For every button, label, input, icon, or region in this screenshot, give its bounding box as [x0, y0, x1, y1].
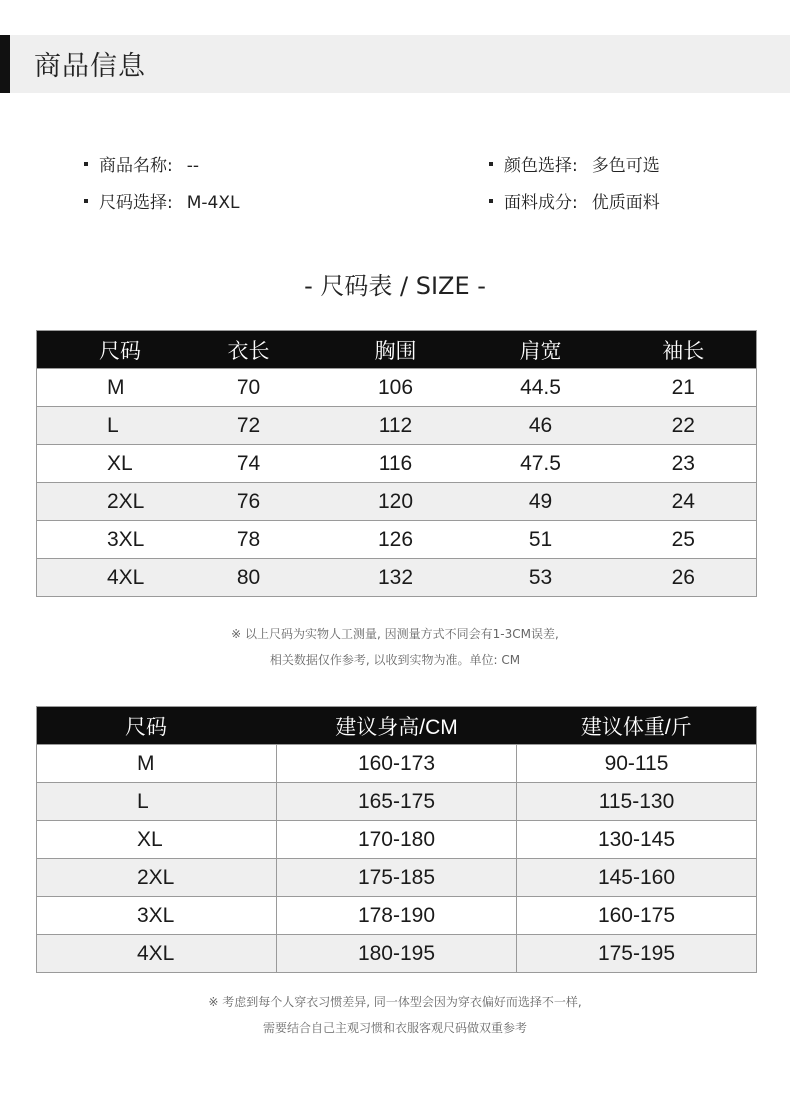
table-row — [37, 483, 757, 521]
table-cell: 74 — [177, 445, 321, 483]
fit-chart-note — [0, 989, 790, 1041]
column-header: 建议身高/CM — [277, 707, 517, 745]
table-cell: 116 — [321, 445, 471, 483]
table-cell: XL — [37, 445, 177, 483]
page-title: 商品信息 — [34, 51, 146, 82]
info-value: M-4XL — [186, 193, 240, 213]
table-header-row — [37, 331, 757, 369]
table-header-row — [37, 707, 757, 745]
table-cell: L — [37, 407, 177, 445]
info-fabric — [489, 188, 660, 213]
table-cell: 2XL — [37, 859, 277, 897]
table-cell: 49 — [471, 483, 611, 521]
table-cell: 4XL — [37, 559, 177, 597]
table-cell: 160-173 — [277, 745, 517, 783]
table-cell: 180-195 — [277, 935, 517, 973]
column-header: 袖长 — [611, 331, 757, 369]
bullet-icon — [489, 162, 493, 166]
info-value: 优质面料 — [591, 193, 660, 213]
table-row — [37, 445, 757, 483]
column-header: 胸围 — [321, 331, 471, 369]
info-color-choice — [489, 151, 660, 176]
table-cell: 175-195 — [517, 935, 757, 973]
table-cell: 70 — [177, 369, 321, 407]
table-row — [37, 859, 757, 897]
table-cell: 145-160 — [517, 859, 757, 897]
table-cell: 120 — [321, 483, 471, 521]
table-cell: 126 — [321, 521, 471, 559]
column-header: 衣长 — [177, 331, 321, 369]
table-cell: 76 — [177, 483, 321, 521]
table-cell: 51 — [471, 521, 611, 559]
info-label: 尺码选择: — [99, 193, 173, 213]
info-product-name — [84, 151, 199, 176]
info-label: 颜色选择: — [504, 156, 578, 176]
table-cell: 78 — [177, 521, 321, 559]
table-cell: 170-180 — [277, 821, 517, 859]
column-header: 肩宽 — [471, 331, 611, 369]
table-cell: 130-145 — [517, 821, 757, 859]
bullet-icon — [489, 199, 493, 203]
table-row — [37, 745, 757, 783]
table-cell: 3XL — [37, 521, 177, 559]
table-cell: 80 — [177, 559, 321, 597]
note-line: ※ 以上尺码为实物人工测量, 因测量方式不同会有1-3CM误差, — [231, 627, 559, 641]
table-cell: M — [37, 369, 177, 407]
table-cell: 160-175 — [517, 897, 757, 935]
table-cell: 178-190 — [277, 897, 517, 935]
table-cell: XL — [37, 821, 277, 859]
table-cell: 46 — [471, 407, 611, 445]
table-cell: 4XL — [37, 935, 277, 973]
table-row — [37, 559, 757, 597]
header-accent — [0, 35, 10, 93]
table-cell: 3XL — [37, 897, 277, 935]
table-row — [37, 821, 757, 859]
table-cell: 90-115 — [517, 745, 757, 783]
table-cell: 47.5 — [471, 445, 611, 483]
table-cell: 25 — [611, 521, 757, 559]
table-cell: 132 — [321, 559, 471, 597]
info-label: 商品名称: — [99, 156, 173, 176]
size-table — [36, 330, 757, 597]
note-line: ※ 考虑到每个人穿衣习惯差异, 同一体型会因为穿衣偏好而选择不一样, — [208, 995, 582, 1009]
column-header: 尺码 — [37, 707, 277, 745]
table-cell: 175-185 — [277, 859, 517, 897]
table-row — [37, 783, 757, 821]
table-cell: 26 — [611, 559, 757, 597]
info-size-choice — [84, 188, 239, 213]
table-row — [37, 369, 757, 407]
table-cell: 53 — [471, 559, 611, 597]
table-cell: 44.5 — [471, 369, 611, 407]
table-cell: 22 — [611, 407, 757, 445]
info-label: 面料成分: — [504, 193, 578, 213]
table-cell: 106 — [321, 369, 471, 407]
info-value: 多色可选 — [591, 156, 660, 176]
table-cell: M — [37, 745, 277, 783]
table-row — [37, 521, 757, 559]
table-row — [37, 897, 757, 935]
table-row — [37, 407, 757, 445]
table-cell: 2XL — [37, 483, 177, 521]
info-value: -- — [186, 156, 200, 176]
bullet-icon — [84, 199, 88, 203]
table-cell: 24 — [611, 483, 757, 521]
column-header: 尺码 — [37, 331, 177, 369]
size-chart-note — [0, 621, 790, 673]
column-header: 建议体重/斤 — [517, 707, 757, 745]
bullet-icon — [84, 162, 88, 166]
table-row — [37, 935, 757, 973]
note-line: 需要结合自己主观习惯和衣服客观尺码做双重参考 — [262, 1021, 527, 1035]
table-cell: 115-130 — [517, 783, 757, 821]
table-cell: 72 — [177, 407, 321, 445]
table-cell: L — [37, 783, 277, 821]
table-cell: 23 — [611, 445, 757, 483]
size-chart-heading: - 尺码表 / SIZE - — [304, 272, 486, 300]
table-cell: 165-175 — [277, 783, 517, 821]
table-cell: 112 — [321, 407, 471, 445]
table-cell: 21 — [611, 369, 757, 407]
fit-table — [36, 706, 757, 973]
note-line: 相关数据仅作参考, 以收到实物为准。单位: CM — [269, 653, 521, 667]
